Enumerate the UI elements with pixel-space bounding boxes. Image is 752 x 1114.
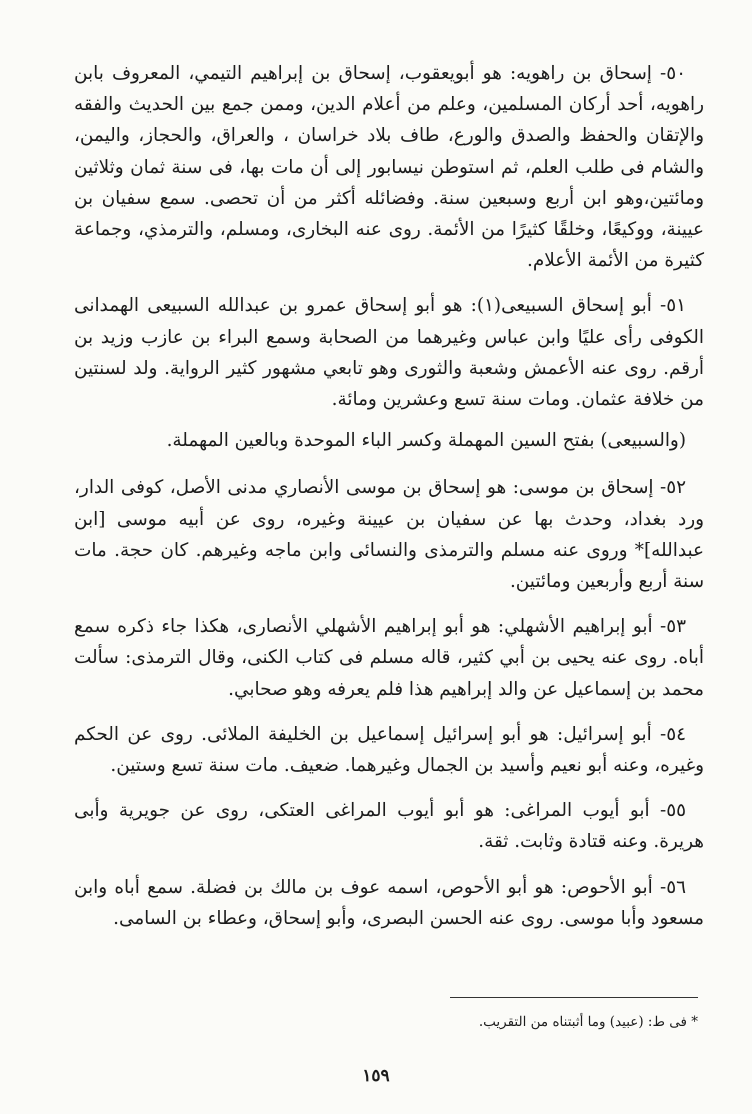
entry-55: ٥٥- أبو أيوب المراغى: هو أبو أيوب المراغى العتكى، روى عن جويرية وأبى هريرة. وعنه قتادة وثابت. ثقة.: [74, 800, 704, 853]
page-number: ١٥٩: [362, 1066, 390, 1086]
footnote: * فى ط: (عبيد) وما أثبتناه من التقريب.: [478, 1014, 698, 1030]
entry-51-note: (والسبيعى) بفتح السين المهملة وكسر الباء الموحدة وبالعين المهملة.: [166, 430, 686, 452]
entry-51: ٥١- أبو إسحاق السبيعى(١): هو أبو إسحاق عمرو بن عبدالله السبيعى الهمدانى الكوفى رأى عليًا وابن عباس وغيرهما من الصحابة وسمع البراء بن عازب وزيد بن أرقم. روى عنه الأعمش وشعبة والثورى وهو تابعي مشهور كثير الرواية. ولد لسنتين من خلافة عثمان. ومات سنة تسع وعشرين ومائة.: [74, 295, 704, 411]
entry-54: ٥٤- أبو إسرائيل: هو أبو إسرائيل إسماعيل بن الخليفة الملائى. روى عن الحكم وغيره، وعنه أبو نعيم وأسيد بن الجمال وغيرهما. ضعيف. مات سنة تسع وستين.: [74, 723, 704, 777]
entry-56: ٥٦- أبو الأحوص: هو أبو الأحوص، اسمه عوف بن مالك بن فضلة. سمع أباه وابن مسعود وأبا موسى. روى عنه الحسن البصرى، وأبو إسحاق، وعطاء بن السامى.: [74, 876, 704, 929]
entry-53: ٥٣- أبو إبراهيم الأشهلي: هو أبو إبراهيم الأشهلي الأنصارى، هكذا جاء ذكره سمع أباه. روى عنه يحيى بن أبي كثير، قاله مسلم فى كتاب الكنى، وقال الترمذى: سألت محمد بن إسماعيل عن والد إبراهيم هذا فلم يعرفه وهو صحابي.: [74, 616, 704, 700]
footnote-divider: [450, 997, 698, 998]
entry-52: ٥٢- إسحاق بن موسى: هو إسحاق بن موسى الأنصاري مدنى الأصل، كوفى الدار، ورد بغداد، وحدث بها عن سفيان بن عيينة وغيره، روى عن أبيه موسى [ابن عبدالله]* وروى عنه مسلم والترمذى والنسائى وابن ماجه وغيرهم. كان حجة. مات سنة أربع وأربعين ومائتين.: [74, 477, 704, 593]
entry-50: ٥٠- إسحاق بن راهويه: هو أبويعقوب، إسحاق بن إبراهيم التيمي، المعروف بابن راهويه، أحد أركان المسلمين، وعلم من أعلام الدين، وممن جمع بين الحديث والفقه والإتقان والحفظ والصدق والورع، طاف بلاد خراسان ، والعراق، والحجاز، واليمن، والشام فى طلب العلم، ثم استوطن نيسابور إلى أن مات بها، فى سنة ثمان وثلاثين ومائتين،وهو ابن أربع وسبعين سنة. وفضائله أكثر من أن تحصى. سمع سفيان بن عيينة، ووكيعًا، وخلقًا كثيرًا من الأئمة. روى عنه البخارى، ومسلم، والترمذي، وجماعة كثيرة من الأئمة الأعلام.: [74, 63, 704, 272]
main-text: [74, 58, 704, 948]
